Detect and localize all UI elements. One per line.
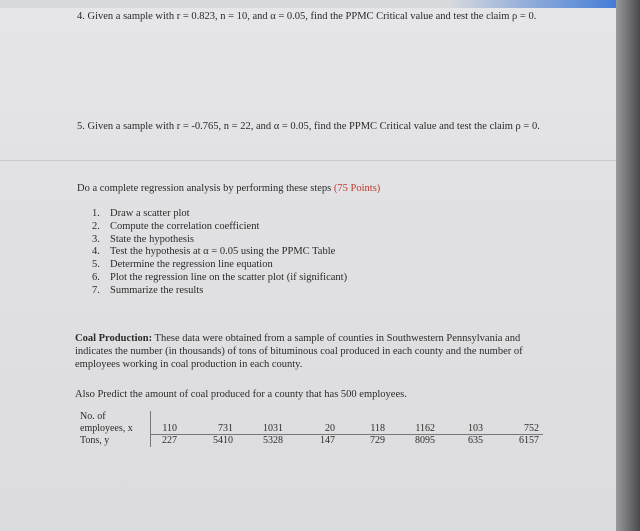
step-text: Test the hypothesis at α = 0.05 using the PPMC Table [110,246,336,258]
coal-heading: Coal Production: [75,333,153,344]
section-divider [0,160,616,161]
points-label: (75 Points) [333,183,381,194]
table-cell: 635 [468,435,483,446]
list-item [92,246,347,259]
table-row [76,411,543,423]
table-cell: 147 [320,435,335,446]
question-5: 5. Given a sample with r = -0.765, n = 22, and α = 0.05, find the PPMC Critical value and test the claim ρ = 0. [77,121,540,132]
step-number: 3. [92,233,100,245]
step-number: 7. [92,284,100,296]
row-label-tons: Tons, y [76,435,151,447]
row-label-employees: employees, x [76,423,151,435]
list-item [92,208,347,221]
table-row [76,423,543,435]
step-text: Plot the regression line on the scatter plot (if significant) [110,271,348,283]
list-item [92,234,347,247]
table-cell: 731 [181,423,237,435]
table-header-line: No. of [76,411,151,423]
table-cell: 1031 [237,423,287,435]
step-text: Draw a scatter plot [110,208,190,219]
question-4: 4. Given a sample with r = 0.823, n = 10, and α = 0.05, find the PPMC Critical value and test the claim ρ = 0. [77,11,537,22]
coal-production-paragraph [75,332,535,371]
screen-edge-shadow [616,0,640,531]
table-cell: 8095 [415,435,435,446]
step-number: 1. [92,208,100,219]
regression-intro [77,183,380,194]
table-cell: 752 [487,423,543,435]
list-item [92,272,347,285]
regression-intro-text: Do a complete regression analysis by performing these steps [77,183,334,194]
table-cell: 6157 [519,435,539,446]
table-row [76,435,543,447]
step-text: State the hypothesis [110,233,194,245]
table-cell: 20 [287,423,339,435]
list-item [92,259,347,272]
table-cell: 118 [339,423,389,435]
step-number: 2. [92,220,100,232]
coal-text: These data were obtained from a sample of counties in Southwestern Pennsylvania and indicates the number (in thousands) of tons of bituminous coal produced in each county and the number of employees working in coal production in each county. [75,333,523,370]
top-bar [0,0,640,8]
table-cell: 103 [439,423,487,435]
table-cell: 5328 [263,435,283,446]
steps-list [92,208,347,298]
list-item [92,285,347,298]
step-number: 6. [92,271,100,283]
table-cell: 110 [151,423,182,435]
list-item [92,221,347,234]
step-text: Summarize the results [110,284,204,296]
step-number: 5. [92,259,100,271]
table-cell: 729 [370,435,385,446]
step-text: Determine the regression line equation [110,259,273,271]
data-table [76,411,543,447]
predict-instruction: Also Predict the amount of coal produced for a county that has 500 employees. [75,389,407,400]
table-cell: 227 [162,435,177,446]
table-cell: 1162 [389,423,439,435]
step-number: 4. [92,246,100,258]
table-cell: 5410 [213,435,233,446]
step-text: Compute the correlation coefficient [110,220,260,232]
